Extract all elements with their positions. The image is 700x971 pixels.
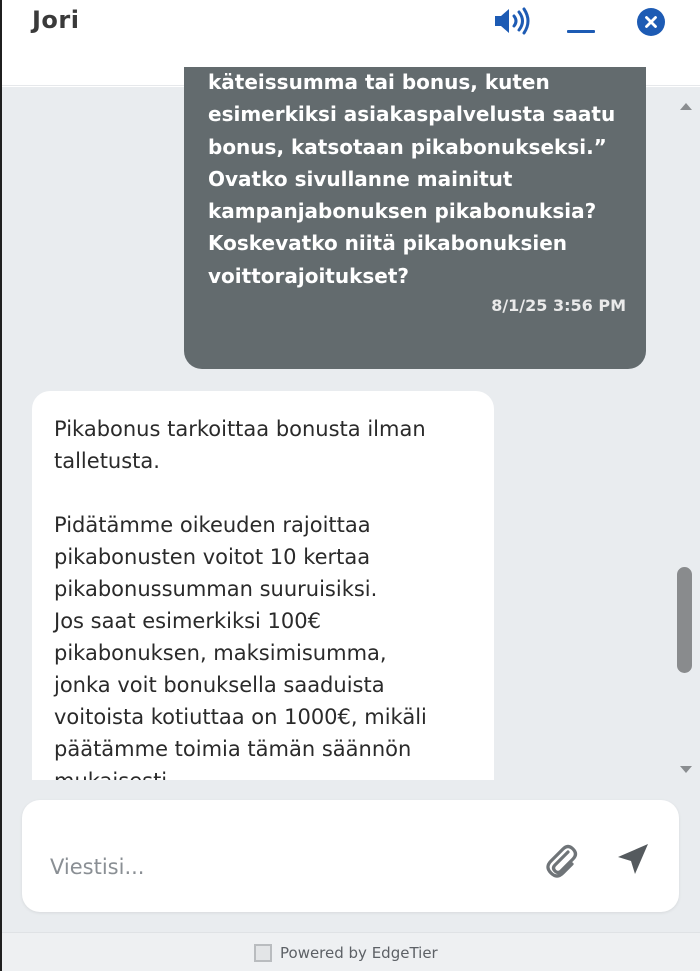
scrollbar-thumb[interactable]: [677, 567, 692, 673]
attach-file-button[interactable]: [542, 840, 580, 880]
agent-message-text: Pikabonus tarkoittaa bonusta ilman talletusta. Pidätämme oikeuden rajoittaa pikabonusten voitot 10 kertaa pikabonussumman suuruisiksi. Jos saat esimerkiksi 100€ pikabonuksen, maksimisumma, jonka voit bonuksella saaduista voitoista kotiuttaa on 1000€, mikäli päätämme toimia tämän säännön: [54, 417, 427, 761]
triangle-down-icon: [679, 765, 693, 775]
user-message-bubble: [184, 67, 646, 369]
sound-toggle-button[interactable]: [492, 6, 532, 36]
agent-name: Jori: [32, 6, 80, 34]
edgetier-logo-icon: [254, 944, 272, 962]
powered-by-link[interactable]: [254, 943, 438, 963]
composer-box: [22, 800, 679, 912]
send-arrow-icon: [614, 840, 652, 878]
powered-by-text: Powered by EdgeTier: [280, 944, 438, 962]
speaker-volume-icon: [492, 6, 532, 36]
message-input[interactable]: [50, 852, 510, 882]
footer: [2, 932, 700, 971]
scroll-up-arrow[interactable]: [679, 96, 693, 106]
paperclip-icon: [542, 840, 580, 880]
composer-area: [2, 780, 700, 932]
close-circle-icon: [636, 7, 666, 37]
send-button[interactable]: [614, 840, 652, 878]
minimize-icon: [567, 30, 595, 33]
triangle-up-icon: [679, 101, 693, 111]
minimize-button[interactable]: [566, 8, 596, 38]
message-list[interactable]: [2, 70, 700, 780]
scroll-down-arrow[interactable]: [679, 760, 693, 770]
user-message-text: käteissumma tai bonus, kuten esimerkiksi asiakaspalvelusta saatu bonus, katsotaan pikabonukseksi.” Ovatko sivullanne mainitut kampanjabonuksen pikabonuksia? Koskevatko niitä pikabonuksien voittorajoitukset?: [208, 70, 616, 288]
close-button[interactable]: [636, 7, 666, 37]
agent-message-bubble: [32, 391, 494, 811]
message-timestamp: 8/1/25 3:56 PM: [491, 296, 626, 315]
